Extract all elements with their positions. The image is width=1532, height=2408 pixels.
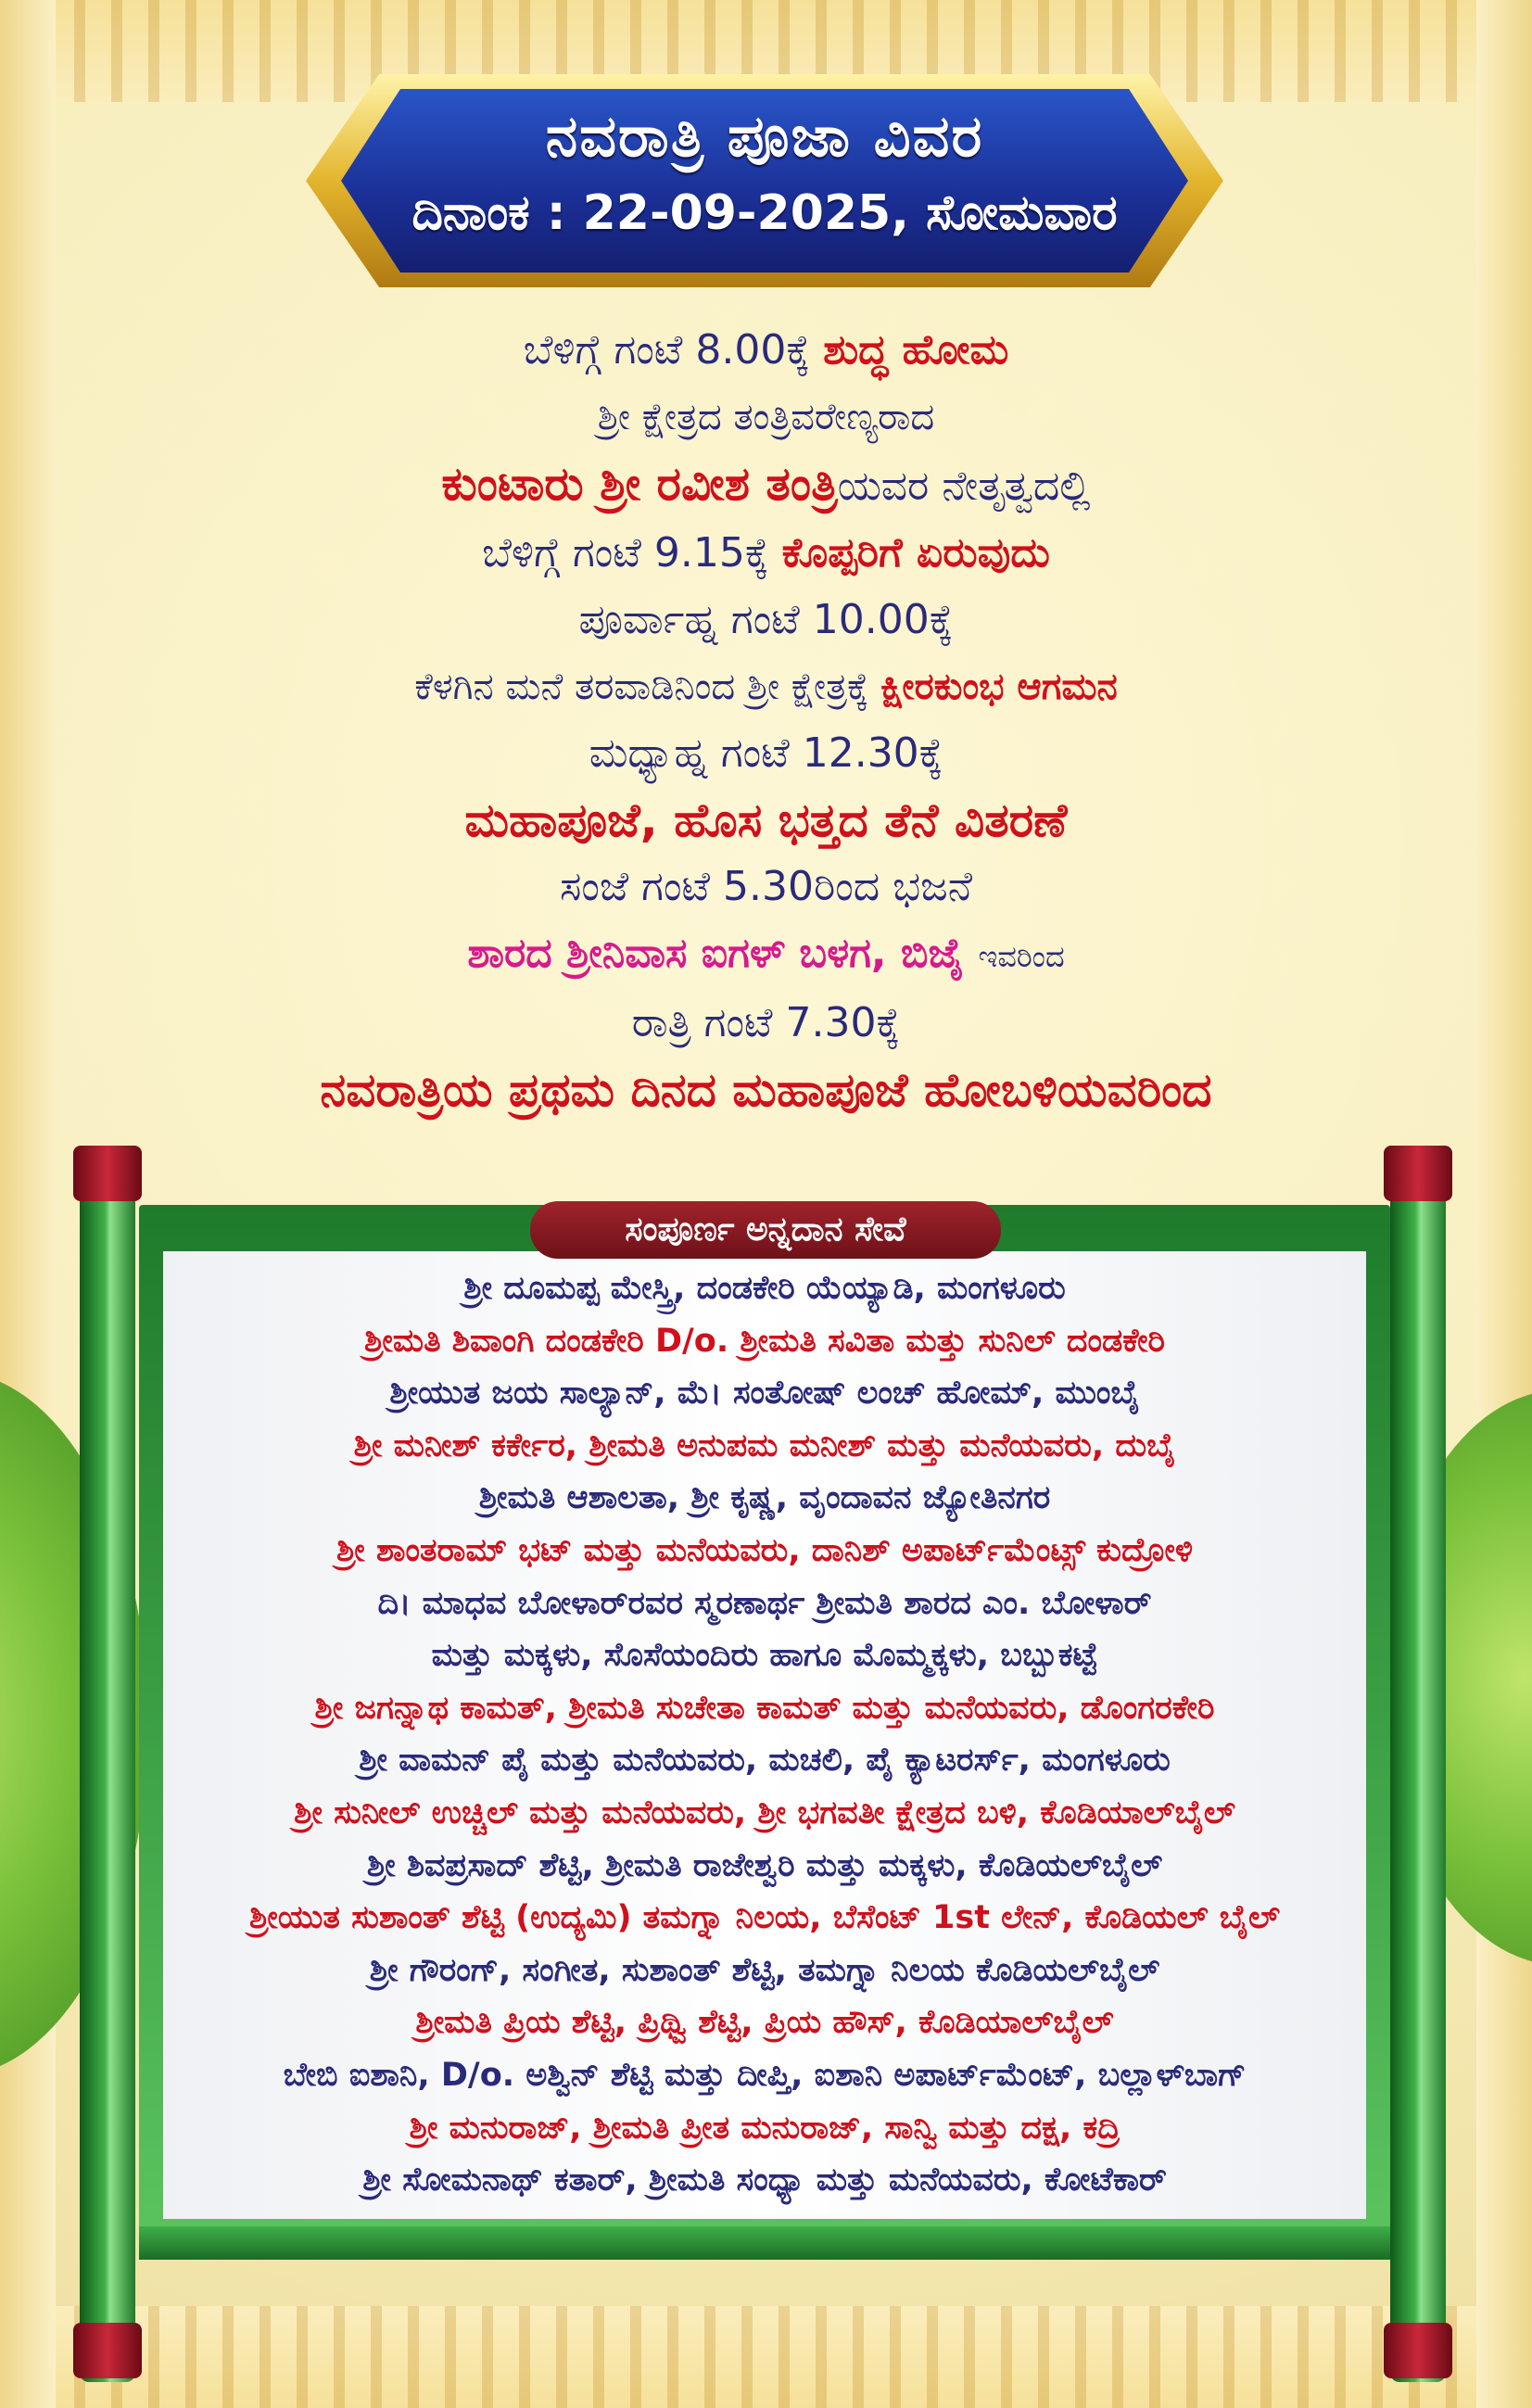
seva-tag: ಸಂಪೂರ್ಣ ಅನ್ನದಾನ ಸೇವೆ	[530, 1201, 1001, 1259]
schedule	[93, 317, 1439, 1123]
ornate-border-bottom	[0, 2306, 1532, 2408]
donor-line: ಶ್ರೀ ಮನೀಶ್ ಕರ್ಕೇರ, ಶ್ರೀಮತಿ ಅನುಪಮ ಮನೀಶ್ ಮತ್ತು ಮನೆಯವರು, ದುಬೈ	[353, 1426, 1176, 1464]
scroll-rod-left	[80, 1146, 135, 2382]
schedule-line: ನವರಾತ್ರಿಯ ಪ್ರಥಮ ದಿನದ ಮಹಾಪೂಜೆ ಹೋಬಳಿಯವರಿಂದ	[320, 1063, 1212, 1117]
donor-line: ಶ್ರೀಯುತ ಸುಶಾಂತ್ ಶೆಟ್ಟಿ (ಉದ್ಯಮಿ) ತಮಗ್ನಾ ನಿಲಯ, ಬೆಸೆಂಟ್ 1st ಲೇನ್, ಕೊಡಿಯಲ್ ಬೈಲ್	[249, 1899, 1280, 1937]
donor-line: ಶ್ರೀ ಸುನೀಲ್ ಉಚ್ಚಿಲ್ ಮತ್ತು ಮನೆಯವರು, ಶ್ರೀ ಭಗವತೀ ಕ್ಷೇತ್ರದ ಬಳಿ, ಕೊಡಿಯಾಲ್‌ಬೈಲ್	[294, 1793, 1235, 1831]
rod-cap	[73, 2323, 142, 2378]
schedule-line: ಕೆಳಗಿನ ಮನೆ ತರವಾಡಿನಿಂದ ಶ್ರೀ ಕ್ಷೇತ್ರಕ್ಕೆ ಕ್ಷೀರಕುಂಭ ಆಗಮನ	[414, 665, 1118, 708]
schedule-line: ಸಂಜೆ ಗಂಟೆ 5.30ರಿಂದ ಭಜನೆ	[560, 863, 972, 910]
donor-line: ಶ್ರೀ ಸೋಮನಾಥ್ ಕತಾರ್, ಶ್ರೀಮತಿ ಸಂಧ್ಯಾ ಮತ್ತು ಮನೆಯವರು, ಕೋಟೆಕಾರ್	[362, 2161, 1167, 2199]
schedule-line: ಬೆಳಿಗ್ಗೆ ಗಂಟೆ 8.00ಕ್ಕೆ ಶುದ್ಧ ಹೋಮ	[523, 326, 1009, 374]
donor-line: ಶ್ರೀ ಶಾಂತರಾಮ್ ಭಟ್ ಮತ್ತು ಮನೆಯವರು, ದಾನಿಶ್ ಅಪಾರ್ಟ್‌ಮೆಂಟ್ಸ್ ಕುದ್ರೋಳಿ	[336, 1531, 1194, 1569]
page-title: ನವರಾತ್ರಿ ಪೂಜಾ ವಿವರ	[545, 102, 984, 170]
scroll-bottom-edge	[139, 2226, 1390, 2260]
event-date: ದಿನಾಂಕ : 22-09-2025, ಸೋಮವಾರ	[411, 185, 1118, 241]
donor-line: ಶ್ರೀಮತಿ ಆಶಾಲತಾ, ಶ್ರೀ ಕೃಷ್ಣ, ವೃಂದಾವನ ಜ್ಯೋತಿನಗರ	[478, 1479, 1051, 1517]
donor-line: ಬೇಬಿ ಐಶಾನಿ, D/o. ಅಶ್ವಿನ್ ಶೆಟ್ಟಿ ಮತ್ತು ದೀಪ್ತಿ, ಐಶಾನಿ ಅಪಾರ್ಟ್‌ಮೆಂಟ್, ಬಲ್ಲಾಳ್‌ಬಾಗ್	[283, 2056, 1247, 2094]
donor-line: ಶ್ರೀ ಶಿವಪ್ರಸಾದ್ ಶೆಟ್ಟಿ, ಶ್ರೀಮತಿ ರಾಜೇಶ್ವರಿ ಮತ್ತು ಮಕ್ಕಳು, ಕೊಡಿಯಲ್‌ಬೈಲ್	[366, 1846, 1163, 1884]
schedule-line: ಶಾರದ ಶ್ರೀನಿವಾಸ ಐಗಳ್ ಬಳಗ, ಬಿಜೈ ಇವರಿಂದ	[467, 930, 1065, 977]
ornate-border-right	[1476, 0, 1532, 2408]
title-banner	[306, 74, 1223, 287]
donor-line: ಶ್ರೀ ಗೌರಂಗ್, ಸಂಗೀತ, ಸುಶಾಂತ್ ಶೆಟ್ಟಿ, ತಮಗ್ನಾ ನಿಲಯ ಕೊಡಿಯಲ್‌ಬೈಲ್	[369, 1951, 1160, 1989]
schedule-line: ಮಹಾಪೂಜೆ, ಹೊಸ ಭತ್ತದ ತೆನೆ ವಿತರಣೆ	[464, 793, 1068, 847]
rod-cap	[1384, 2323, 1452, 2378]
donor-line: ಶ್ರೀಮತಿ ಶಿವಾಂಗಿ ದಂಡಕೇರಿ D/o. ಶ್ರೀಮತಿ ಸವಿತಾ ಮತ್ತು ಸುನಿಲ್ ದಂಡಕೇರಿ	[363, 1322, 1166, 1360]
donor-line: ಶ್ರೀಮತಿ ಪ್ರಿಯ ಶೆಟ್ಟಿ, ಪ್ರಿಥ್ವಿ ಶೆಟ್ಟಿ, ಪ್ರಿಯ ಹೌಸ್, ಕೊಡಿಯಾಲ್‌ಬೈಲ್	[415, 2004, 1114, 2042]
schedule-line: ಮಧ್ಯಾಹ್ನ ಗಂಟೆ 12.30ಕ್ಕೆ	[589, 729, 943, 777]
donor-line: ಶ್ರೀ ಮನುರಾಜ್, ಶ್ರೀಮತಿ ಪ್ರೀತ ಮನುರಾಜ್, ಸಾನ್ವಿ ಮತ್ತು ದಕ್ಷ, ಕದ್ರಿ	[409, 2109, 1121, 2147]
schedule-line: ರಾತ್ರಿ ಗಂಟೆ 7.30ಕ್ಕೆ	[631, 999, 901, 1046]
donor-line: ಶ್ರೀ ಜಗನ್ನಾಥ ಕಾಮತ್, ಶ್ರೀಮತಿ ಸುಚೇತಾ ಕಾಮತ್ ಮತ್ತು ಮನೆಯವರು, ಡೊಂಗರಕೇರಿ	[314, 1689, 1215, 1727]
scroll-rod-right	[1390, 1146, 1446, 2382]
schedule-line: ಕುಂಟಾರು ಶ್ರೀ ರವೀಶ ತಂತ್ರಿಯವರ ನೇತೃತ್ವದಲ್ಲಿ	[441, 457, 1091, 511]
schedule-line: ಪೂರ್ವಾಹ್ನ ಗಂಟೆ 10.00ಕ್ಕೆ	[578, 596, 954, 643]
donor-line: ಶ್ರೀ ವಾಮನ್ ಪೈ ಮತ್ತು ಮನೆಯವರು, ಮಚಲಿ, ಪೈ ಕ್ಯಾಟರರ್ಸ್, ಮಂಗಳೂರು	[359, 1742, 1171, 1780]
donor-line: ಮತ್ತು ಮಕ್ಕಳು, ಸೊಸೆಯಂದಿರು ಹಾಗೂ ಮೊಮ್ಮಕ್ಕಳು, ಬಬ್ಬುಕಟ್ಟೆ	[431, 1637, 1098, 1675]
schedule-line: ಬೆಳಿಗ್ಗೆ ಗಂಟೆ 9.15ಕ್ಕೆ ಕೊಪ್ಪರಿಗೆ ಏರುವುದು	[482, 529, 1050, 577]
donor-line: ಶ್ರೀಯುತ ಜಯ ಸಾಲ್ಯಾನ್, ಮೆ। ಸಂತೋಷ್ ಲಂಚ್ ಹೋಮ್, ಮುಂಬೈ	[389, 1375, 1140, 1413]
donor-line: ಶ್ರೀ ದೂಮಪ್ಪ ಮೇಸ್ತ್ರಿ, ದಂಡಕೇರಿ ಯೆಯ್ಯಾಡಿ, ಮಂಗಳೂರು	[463, 1270, 1066, 1307]
schedule-line: ಶ್ರೀ ಕ್ಷೇತ್ರದ ತಂತ್ರಿವರೇಣ್ಯರಾದ	[597, 396, 935, 438]
donor-list	[163, 1262, 1366, 2207]
donor-line: ದಿ। ಮಾಧವ ಬೋಳಾರ್‌ರವರ ಸ್ಮರಣಾರ್ಥ ಶ್ರೀಮತಿ ಶಾರದ ಎಂ. ಬೋಳಾರ್	[377, 1584, 1152, 1622]
rod-cap	[1384, 1146, 1452, 1201]
rod-cap	[73, 1146, 142, 1201]
